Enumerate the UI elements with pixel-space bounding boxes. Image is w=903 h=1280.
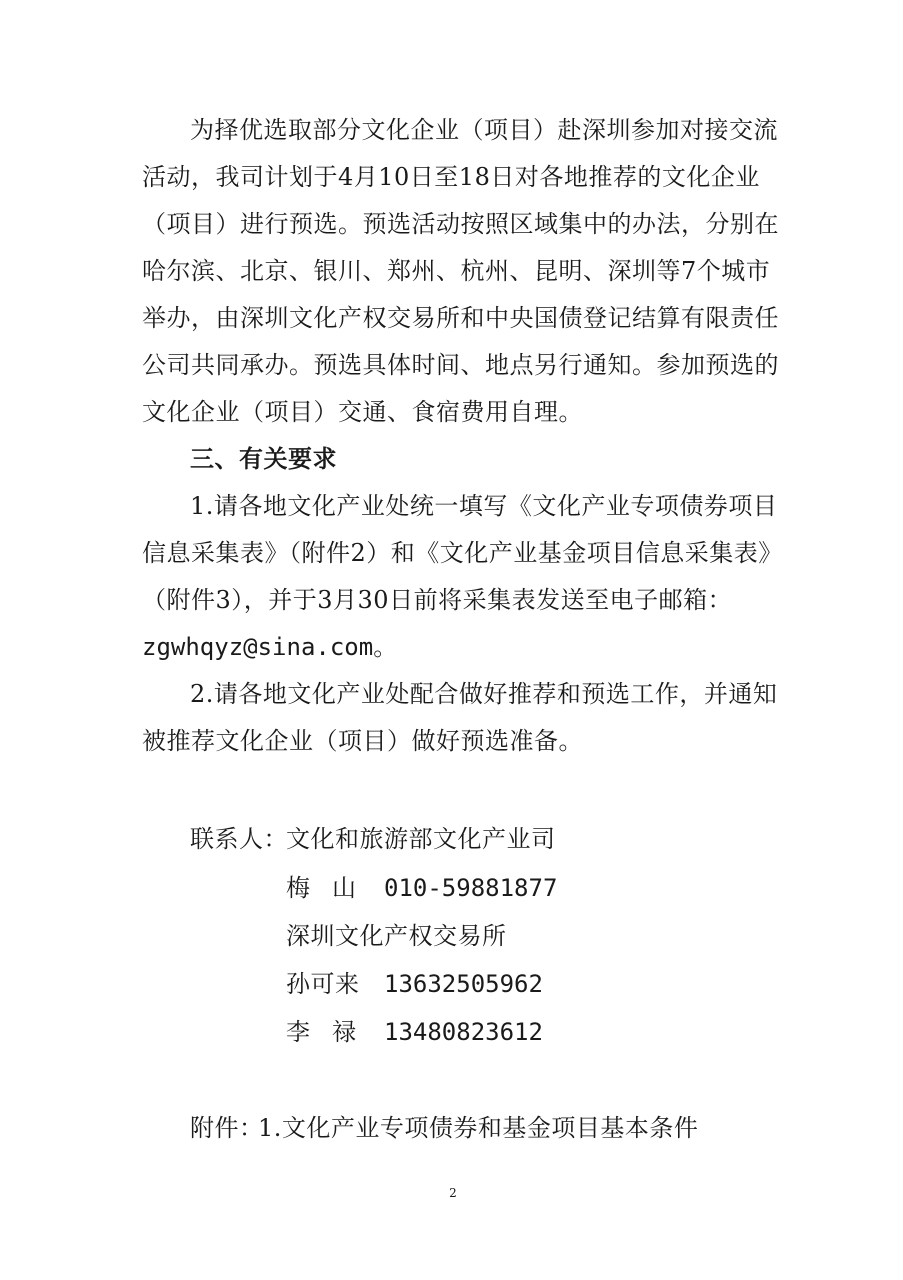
contact-phone: 13632505962 <box>384 970 543 998</box>
contact-person-1 <box>286 873 557 903</box>
contact-person-3 <box>286 1017 543 1047</box>
section-heading: 三、有关要求 <box>190 445 337 473</box>
contact-person-2 <box>286 969 543 999</box>
contact-org-2: 深圳文化产权交易所 <box>286 922 507 950</box>
paragraph-line: 活动，我司计划于4月10日至18日对各地推荐的文化企业 <box>142 163 760 191</box>
contact-org-1: 文化和旅游部文化产业司 <box>286 825 556 853</box>
requirement-line: 2.请各地文化产业处配合做好推荐和预选工作，并通知 <box>190 680 778 708</box>
contact-phone: 010-59881877 <box>384 874 558 902</box>
contact-phone: 13480823612 <box>384 1018 543 1046</box>
contact-name: 李禄 <box>286 1018 378 1046</box>
attachment-label: 附件： <box>190 1114 264 1142</box>
paragraph-line: 为择优选取部分文化企业（项目）赴深圳参加对接交流 <box>190 116 778 144</box>
paragraph-line: 公司共同承办。预选具体时间、地点另行通知。参加预选的 <box>142 351 779 379</box>
attachment-item-1: 1.文化产业专项债券和基金项目基本条件 <box>258 1114 699 1142</box>
requirement-line: （附件3），并于3月30日前将采集表发送至电子邮箱： <box>142 586 733 614</box>
paragraph-line: 文化企业（项目）交通、食宿费用自理。 <box>142 398 583 426</box>
page-number: 2 <box>449 1186 457 1200</box>
contacts-label: 联系人： <box>190 825 288 853</box>
contact-name: 梅山 <box>286 874 378 902</box>
requirement-line: 信息采集表》（附件2）和《文化产业基金项目信息采集表》 <box>142 539 783 567</box>
email-address: zgwhqyz@sina.com。 <box>142 633 398 661</box>
requirement-line: 1.请各地文化产业处统一填写《文化产业专项债券项目 <box>190 492 778 520</box>
requirement-line: 被推荐文化企业（项目）做好预选准备。 <box>142 727 583 755</box>
paragraph-line: 哈尔滨、北京、银川、郑州、杭州、昆明、深圳等7个城市 <box>142 257 771 285</box>
paragraph-line: （项目）进行预选。预选活动按照区域集中的办法，分别在 <box>142 210 779 238</box>
contact-name: 孙可来 <box>286 970 360 998</box>
paragraph-line: 举办，由深圳文化产权交易所和中央国债登记结算有限责任 <box>142 304 779 332</box>
